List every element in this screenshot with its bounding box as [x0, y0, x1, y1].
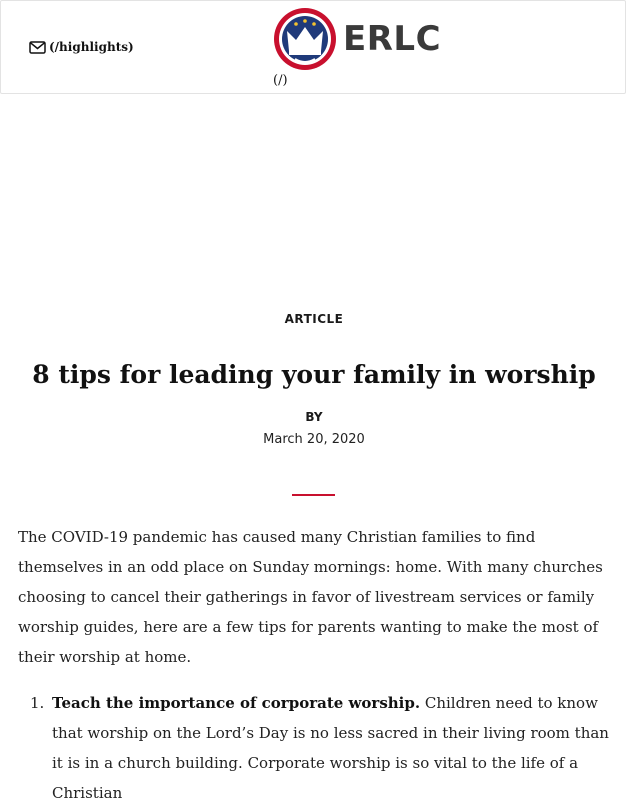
article-title: 8 tips for leading your family in worship — [32, 360, 596, 389]
logo-wordmark: ERLC — [343, 19, 442, 59]
highlights-link-label: (/highlights) — [49, 40, 134, 54]
tip-heading: Teach the importance of corporate worship. — [52, 694, 421, 712]
site-header — [0, 0, 626, 94]
tips-list — [18, 688, 614, 808]
list-item-number: 1. — [30, 694, 45, 712]
article-intro: The COVID-19 pandemic has caused many Christian families to find themselves in an odd place on Sunday mornings: home. With many churches choosing to cancel their gatherings in favor of livestream services or family worship guides, here are a few tips for parents wanting to make the most of their worship at home. — [18, 528, 603, 666]
mail-icon — [29, 41, 46, 54]
tip-body: Children need to know that worship on the Lord’s Day is no less sacred in their living room than it is in a church building. Corporate worship is so vital to the life of a Christian — [52, 694, 609, 802]
article-kicker: ARTICLE — [284, 312, 344, 326]
home-link[interactable]: (/) — [273, 73, 288, 88]
divider-rule — [292, 494, 335, 496]
list-item — [18, 688, 614, 808]
crown-seal-icon — [273, 7, 337, 71]
article-byline: BY — [305, 410, 323, 424]
article-date: March 20, 2020 — [263, 432, 365, 447]
erlc-logo[interactable] — [273, 7, 441, 71]
highlights-link[interactable] — [29, 40, 134, 54]
